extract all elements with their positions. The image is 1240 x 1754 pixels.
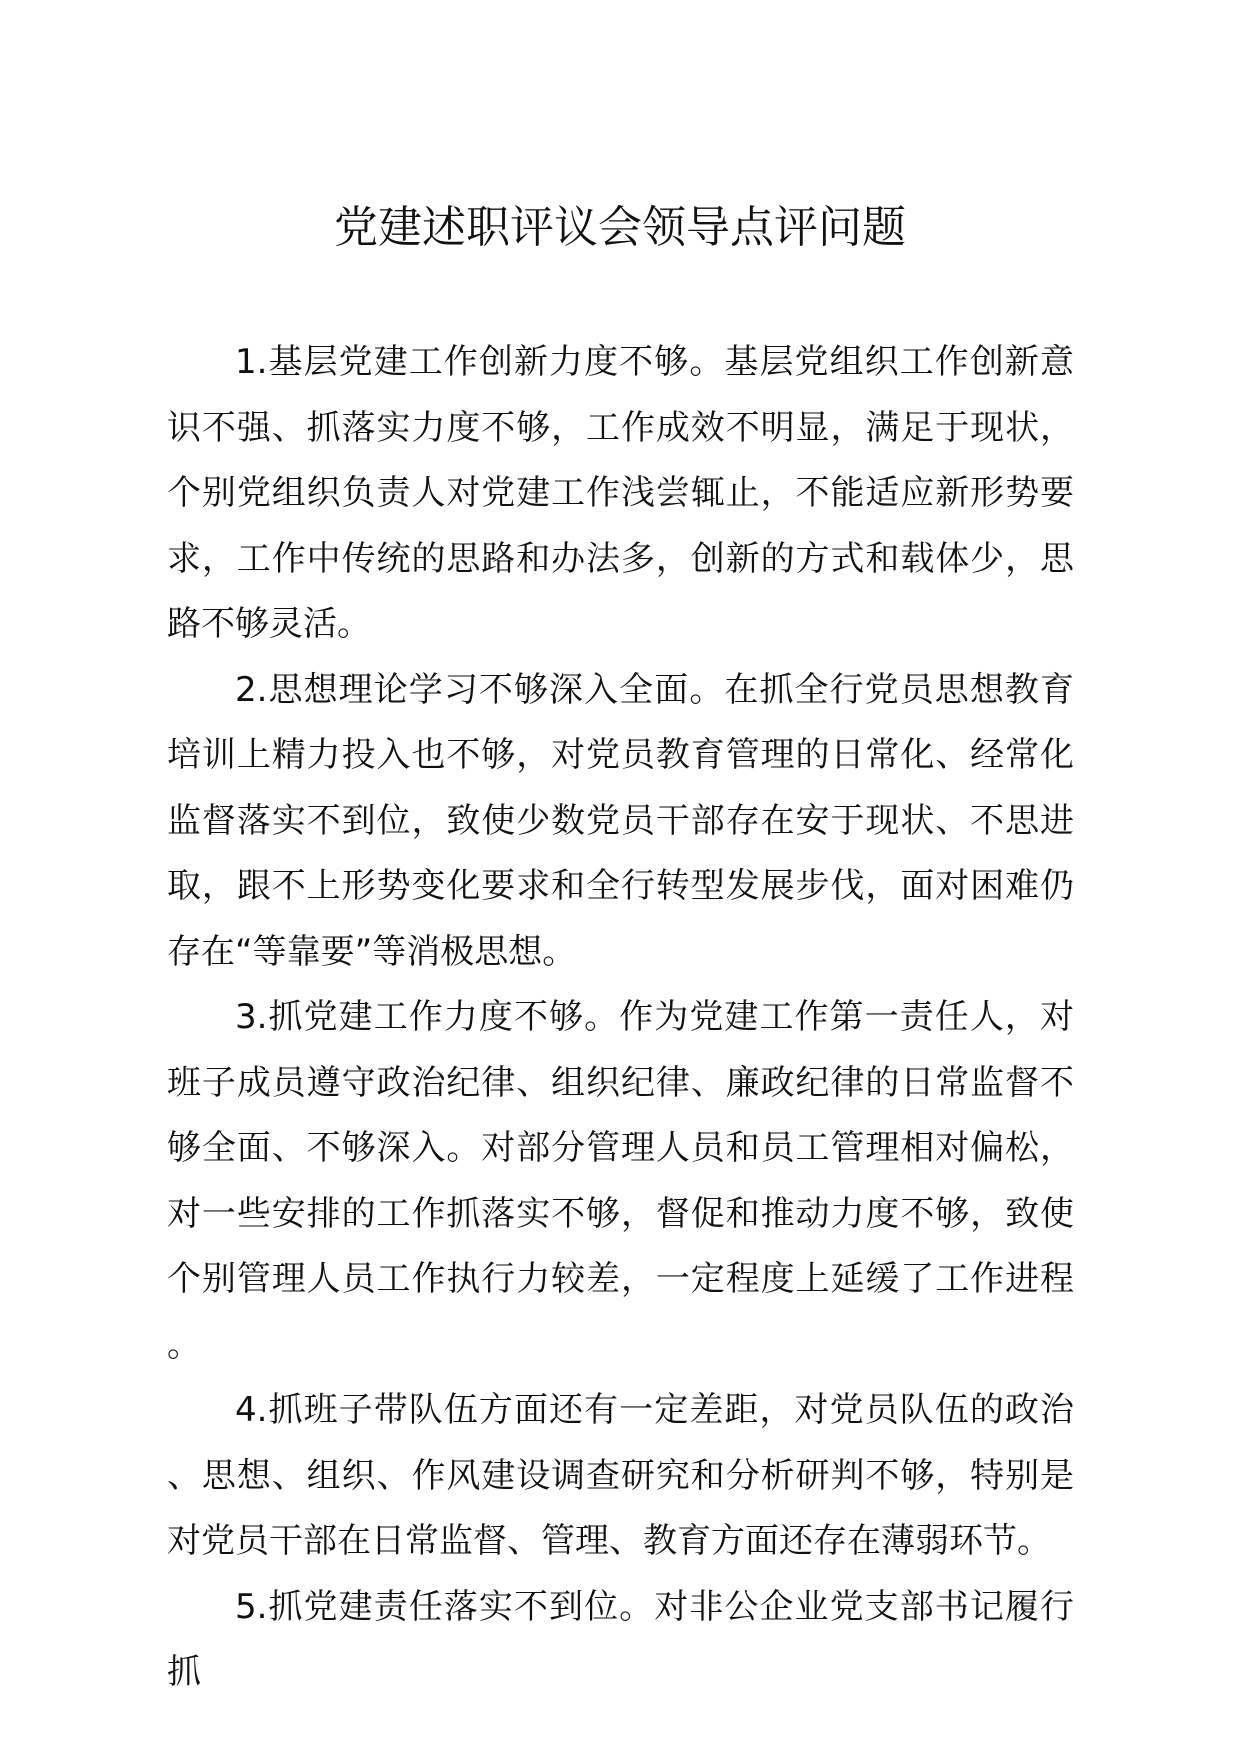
paragraph-5: 5.抓党建责任落实不到位。对非公企业党支部书记履行抓 bbox=[167, 1586, 1074, 1692]
paragraph-3: 3.抓党建工作力度不够。作为党建工作第一责任人，对班子成员遵守政治纪律、组织纪律、廉政纪律的日常监督不够全面、不够深入。对部分管理人员和员工管理相对偏松，对一些安排的工作抓落实不够，督促和推动力度不够，致使个别管理人员工作执行力较差，一定程度上延缓了工作进程。 bbox=[167, 997, 1074, 1365]
document-title: 党建述职评议会领导点评问题 bbox=[334, 202, 906, 253]
paragraph-4: 4.抓班子带队伍方面还有一定差距，对党员队伍的政治、思想、组织、作风建设调查研究和分析研判不够，特别是对党员干部在日常监督、管理、教育方面还存在薄弱环节。 bbox=[167, 1390, 1074, 1561]
paragraph-2: 2.思想理论学习不够深入全面。在抓全行党员思想教育培训上精力投入也不够，对党员教育管理的日常化、经常化监督落实不到位，致使少数党员干部存在安于现状、不思进取，跟不上形势变化要求和全行转型发展步伐，面对困难仍存在“等靠要”等消极思想。 bbox=[167, 669, 1074, 972]
paragraph-1: 1.基层党建工作创新力度不够。基层党组织工作创新意识不强、抓落实力度不够，工作成效不明显，满足于现状，个别党组织负责人对党建工作浅尝辄止，不能适应新形势要求，工作中传统的思路和办法多，创新的方式和载体少，思路不够灵活。 bbox=[167, 342, 1074, 644]
document-body bbox=[167, 330, 1074, 1706]
